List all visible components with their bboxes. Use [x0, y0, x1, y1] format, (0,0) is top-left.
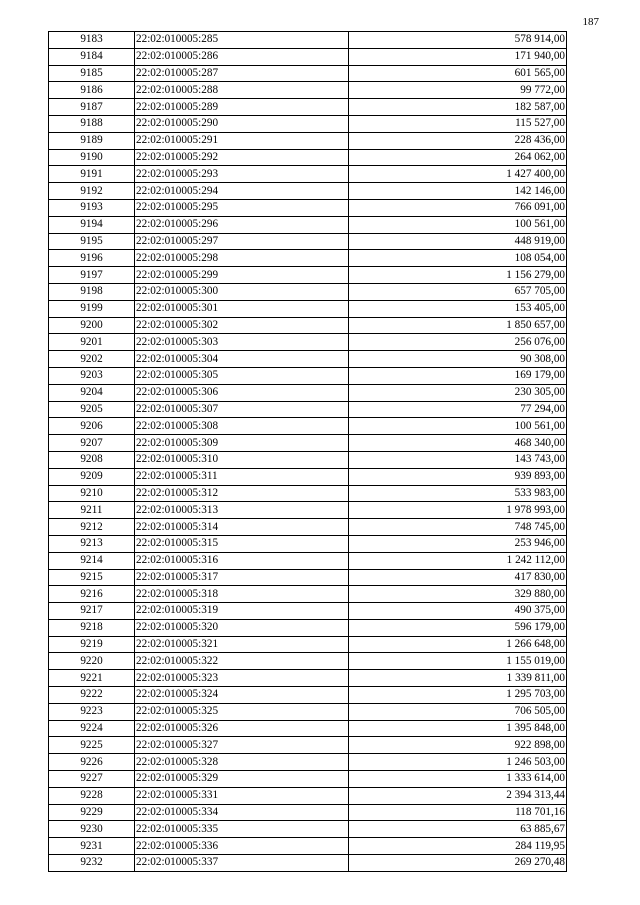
cadastral-value-cell: 1 339 811,00 — [349, 670, 567, 687]
cadastral-number-cell: 22:02:010005:307 — [135, 401, 349, 418]
table-row — [49, 519, 567, 536]
cadastral-value-cell: 490 375,00 — [349, 603, 567, 620]
table-row — [49, 183, 567, 200]
table-row — [49, 771, 567, 788]
cadastral-number-cell: 22:02:010005:317 — [135, 569, 349, 586]
cadastral-value-cell: 329 880,00 — [349, 586, 567, 603]
table-row — [49, 267, 567, 284]
cadastral-number-cell: 22:02:010005:334 — [135, 804, 349, 821]
cadastral-number-cell: 22:02:010005:313 — [135, 502, 349, 519]
row-number-cell: 9195 — [49, 233, 135, 250]
row-number-cell: 9214 — [49, 552, 135, 569]
table-row — [49, 283, 567, 300]
row-number-cell: 9207 — [49, 435, 135, 452]
table-row — [49, 552, 567, 569]
row-number-cell: 9198 — [49, 283, 135, 300]
row-number-cell: 9199 — [49, 300, 135, 317]
row-number-cell: 9220 — [49, 653, 135, 670]
row-number-cell: 9231 — [49, 838, 135, 855]
table-row — [49, 82, 567, 99]
row-number-cell: 9201 — [49, 334, 135, 351]
row-number-cell: 9189 — [49, 132, 135, 149]
table-row — [49, 586, 567, 603]
row-number-cell: 9219 — [49, 636, 135, 653]
cadastral-value-cell: 1 295 703,00 — [349, 687, 567, 704]
cadastral-number-cell: 22:02:010005:315 — [135, 535, 349, 552]
cadastral-value-cell: 1 155 019,00 — [349, 653, 567, 670]
table-row — [49, 619, 567, 636]
cadastral-number-cell: 22:02:010005:304 — [135, 351, 349, 368]
row-number-cell: 9226 — [49, 754, 135, 771]
cadastral-value-cell: 2 394 313,44 — [349, 787, 567, 804]
row-number-cell: 9217 — [49, 603, 135, 620]
page-number: 187 — [582, 16, 599, 28]
cadastral-number-cell: 22:02:010005:288 — [135, 82, 349, 99]
row-number-cell: 9218 — [49, 619, 135, 636]
cadastral-value-cell: 77 294,00 — [349, 401, 567, 418]
row-number-cell: 9227 — [49, 771, 135, 788]
cadastral-number-cell: 22:02:010005:309 — [135, 435, 349, 452]
table-row — [49, 367, 567, 384]
cadastral-number-cell: 22:02:010005:327 — [135, 737, 349, 754]
cadastral-number-cell: 22:02:010005:314 — [135, 519, 349, 536]
cadastral-number-cell: 22:02:010005:285 — [135, 32, 349, 49]
table-row — [49, 703, 567, 720]
row-number-cell: 9208 — [49, 451, 135, 468]
table-row — [49, 838, 567, 855]
row-number-cell: 9194 — [49, 216, 135, 233]
cadastral-number-cell: 22:02:010005:305 — [135, 367, 349, 384]
row-number-cell: 9213 — [49, 535, 135, 552]
table-row — [49, 334, 567, 351]
cadastral-value-table — [48, 31, 567, 872]
cadastral-number-cell: 22:02:010005:301 — [135, 300, 349, 317]
table-row — [49, 115, 567, 132]
table-row — [49, 821, 567, 838]
table-row — [49, 48, 567, 65]
table-row — [49, 720, 567, 737]
cadastral-value-cell: 1 266 648,00 — [349, 636, 567, 653]
cadastral-number-cell: 22:02:010005:298 — [135, 250, 349, 267]
cadastral-value-cell: 578 914,00 — [349, 32, 567, 49]
row-number-cell: 9232 — [49, 855, 135, 872]
table-row — [49, 132, 567, 149]
cadastral-number-cell: 22:02:010005:300 — [135, 283, 349, 300]
table-row — [49, 535, 567, 552]
cadastral-number-cell: 22:02:010005:316 — [135, 552, 349, 569]
row-number-cell: 9190 — [49, 149, 135, 166]
cadastral-value-cell: 748 745,00 — [349, 519, 567, 536]
cadastral-value-cell: 253 946,00 — [349, 535, 567, 552]
cadastral-number-cell: 22:02:010005:321 — [135, 636, 349, 653]
row-number-cell: 9186 — [49, 82, 135, 99]
cadastral-number-cell: 22:02:010005:287 — [135, 65, 349, 82]
table-row — [49, 99, 567, 116]
table-row — [49, 603, 567, 620]
row-number-cell: 9200 — [49, 317, 135, 334]
cadastral-value-cell: 922 898,00 — [349, 737, 567, 754]
cadastral-value-cell: 939 893,00 — [349, 468, 567, 485]
table-row — [49, 636, 567, 653]
table-row — [49, 502, 567, 519]
row-number-cell: 9202 — [49, 351, 135, 368]
row-number-cell: 9197 — [49, 267, 135, 284]
row-number-cell: 9192 — [49, 183, 135, 200]
cadastral-number-cell: 22:02:010005:292 — [135, 149, 349, 166]
table-row — [49, 149, 567, 166]
cadastral-number-cell: 22:02:010005:290 — [135, 115, 349, 132]
row-number-cell: 9212 — [49, 519, 135, 536]
cadastral-value-cell: 100 561,00 — [349, 418, 567, 435]
cadastral-number-cell: 22:02:010005:324 — [135, 687, 349, 704]
table-row — [49, 451, 567, 468]
cadastral-number-cell: 22:02:010005:297 — [135, 233, 349, 250]
row-number-cell: 9203 — [49, 367, 135, 384]
row-number-cell: 9216 — [49, 586, 135, 603]
cadastral-value-cell: 1 246 503,00 — [349, 754, 567, 771]
row-number-cell: 9196 — [49, 250, 135, 267]
table-row — [49, 653, 567, 670]
row-number-cell: 9224 — [49, 720, 135, 737]
cadastral-value-cell: 468 340,00 — [349, 435, 567, 452]
table-row — [49, 569, 567, 586]
table-body — [49, 32, 567, 872]
row-number-cell: 9184 — [49, 48, 135, 65]
row-number-cell: 9187 — [49, 99, 135, 116]
row-number-cell: 9230 — [49, 821, 135, 838]
cadastral-number-cell: 22:02:010005:302 — [135, 317, 349, 334]
cadastral-value-cell: 90 308,00 — [349, 351, 567, 368]
cadastral-value-cell: 153 405,00 — [349, 300, 567, 317]
table-row — [49, 250, 567, 267]
row-number-cell: 9188 — [49, 115, 135, 132]
cadastral-number-cell: 22:02:010005:323 — [135, 670, 349, 687]
row-number-cell: 9211 — [49, 502, 135, 519]
cadastral-value-cell: 417 830,00 — [349, 569, 567, 586]
row-number-cell: 9228 — [49, 787, 135, 804]
cadastral-number-cell: 22:02:010005:336 — [135, 838, 349, 855]
row-number-cell: 9215 — [49, 569, 135, 586]
cadastral-number-cell: 22:02:010005:293 — [135, 166, 349, 183]
cadastral-number-cell: 22:02:010005:310 — [135, 451, 349, 468]
row-number-cell: 9210 — [49, 485, 135, 502]
cadastral-value-cell: 115 527,00 — [349, 115, 567, 132]
cadastral-value-cell: 169 179,00 — [349, 367, 567, 384]
table-row — [49, 468, 567, 485]
cadastral-value-cell: 1 156 279,00 — [349, 267, 567, 284]
cadastral-number-cell: 22:02:010005:308 — [135, 418, 349, 435]
table-row — [49, 317, 567, 334]
cadastral-value-cell: 706 505,00 — [349, 703, 567, 720]
row-number-cell: 9223 — [49, 703, 135, 720]
cadastral-value-cell: 533 983,00 — [349, 485, 567, 502]
cadastral-number-cell: 22:02:010005:312 — [135, 485, 349, 502]
cadastral-value-cell: 182 587,00 — [349, 99, 567, 116]
cadastral-value-cell: 657 705,00 — [349, 283, 567, 300]
table-row — [49, 199, 567, 216]
row-number-cell: 9193 — [49, 199, 135, 216]
cadastral-value-cell: 601 565,00 — [349, 65, 567, 82]
cadastral-number-cell: 22:02:010005:319 — [135, 603, 349, 620]
cadastral-value-cell: 596 179,00 — [349, 619, 567, 636]
cadastral-value-cell: 143 743,00 — [349, 451, 567, 468]
cadastral-value-cell: 63 885,67 — [349, 821, 567, 838]
cadastral-value-cell: 1 242 112,00 — [349, 552, 567, 569]
cadastral-value-cell: 264 062,00 — [349, 149, 567, 166]
row-number-cell: 9225 — [49, 737, 135, 754]
table-row — [49, 687, 567, 704]
cadastral-value-cell: 1 333 614,00 — [349, 771, 567, 788]
cadastral-number-cell: 22:02:010005:311 — [135, 468, 349, 485]
cadastral-number-cell: 22:02:010005:286 — [135, 48, 349, 65]
row-number-cell: 9185 — [49, 65, 135, 82]
table-row — [49, 351, 567, 368]
table-row — [49, 233, 567, 250]
cadastral-value-cell: 99 772,00 — [349, 82, 567, 99]
cadastral-value-cell: 1 978 993,00 — [349, 502, 567, 519]
cadastral-number-cell: 22:02:010005:335 — [135, 821, 349, 838]
row-number-cell: 9222 — [49, 687, 135, 704]
cadastral-value-cell: 766 091,00 — [349, 199, 567, 216]
cadastral-value-cell: 100 561,00 — [349, 216, 567, 233]
cadastral-value-cell: 284 119,95 — [349, 838, 567, 855]
cadastral-value-cell: 171 940,00 — [349, 48, 567, 65]
cadastral-number-cell: 22:02:010005:326 — [135, 720, 349, 737]
cadastral-value-cell: 256 076,00 — [349, 334, 567, 351]
table-row — [49, 418, 567, 435]
cadastral-number-cell: 22:02:010005:291 — [135, 132, 349, 149]
cadastral-value-cell: 118 701,16 — [349, 804, 567, 821]
table-row — [49, 855, 567, 872]
row-number-cell: 9229 — [49, 804, 135, 821]
cadastral-number-cell: 22:02:010005:331 — [135, 787, 349, 804]
cadastral-value-cell: 142 146,00 — [349, 183, 567, 200]
cadastral-number-cell: 22:02:010005:322 — [135, 653, 349, 670]
table-row — [49, 216, 567, 233]
cadastral-number-cell: 22:02:010005:318 — [135, 586, 349, 603]
cadastral-number-cell: 22:02:010005:329 — [135, 771, 349, 788]
table-row — [49, 384, 567, 401]
cadastral-number-cell: 22:02:010005:328 — [135, 754, 349, 771]
table-row — [49, 787, 567, 804]
cadastral-number-cell: 22:02:010005:294 — [135, 183, 349, 200]
row-number-cell: 9183 — [49, 32, 135, 49]
cadastral-value-cell: 1 427 400,00 — [349, 166, 567, 183]
row-number-cell: 9209 — [49, 468, 135, 485]
row-number-cell: 9205 — [49, 401, 135, 418]
table-row — [49, 435, 567, 452]
cadastral-value-cell: 448 919,00 — [349, 233, 567, 250]
cadastral-number-cell: 22:02:010005:303 — [135, 334, 349, 351]
cadastral-number-cell: 22:02:010005:325 — [135, 703, 349, 720]
table-row — [49, 166, 567, 183]
table-row — [49, 754, 567, 771]
cadastral-number-cell: 22:02:010005:289 — [135, 99, 349, 116]
table-row — [49, 65, 567, 82]
table-row — [49, 737, 567, 754]
cadastral-value-cell: 1 850 657,00 — [349, 317, 567, 334]
table-row — [49, 485, 567, 502]
cadastral-number-cell: 22:02:010005:337 — [135, 855, 349, 872]
table-row — [49, 804, 567, 821]
table-row — [49, 300, 567, 317]
table-row — [49, 670, 567, 687]
row-number-cell: 9221 — [49, 670, 135, 687]
table-row — [49, 401, 567, 418]
cadastral-value-cell: 230 305,00 — [349, 384, 567, 401]
row-number-cell: 9191 — [49, 166, 135, 183]
cadastral-number-cell: 22:02:010005:296 — [135, 216, 349, 233]
cadastral-number-cell: 22:02:010005:299 — [135, 267, 349, 284]
row-number-cell: 9204 — [49, 384, 135, 401]
cadastral-value-cell: 269 270,48 — [349, 855, 567, 872]
cadastral-value-cell: 228 436,00 — [349, 132, 567, 149]
cadastral-number-cell: 22:02:010005:320 — [135, 619, 349, 636]
cadastral-number-cell: 22:02:010005:306 — [135, 384, 349, 401]
row-number-cell: 9206 — [49, 418, 135, 435]
cadastral-value-cell: 1 395 848,00 — [349, 720, 567, 737]
cadastral-number-cell: 22:02:010005:295 — [135, 199, 349, 216]
table-row — [49, 32, 567, 49]
cadastral-value-cell: 108 054,00 — [349, 250, 567, 267]
